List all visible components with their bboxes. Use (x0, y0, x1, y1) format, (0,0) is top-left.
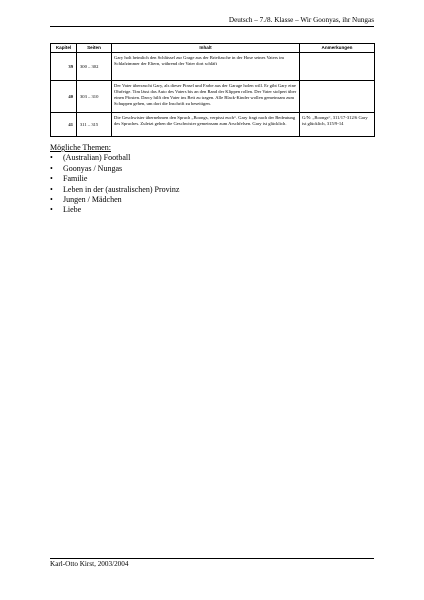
bullet-icon: • (50, 174, 53, 184)
bullet-icon: • (50, 163, 53, 173)
bullet-icon: • (50, 184, 53, 194)
theme-label: Goonyas / Nungas (63, 163, 123, 173)
table-row (51, 53, 375, 81)
list-item (50, 195, 179, 205)
seiten-cell: 311 – 315 (77, 113, 112, 137)
table-row (51, 113, 375, 137)
theme-label: Liebe (63, 205, 82, 215)
kapitel-cell: 40 (51, 81, 77, 113)
column-header-kapitel: Kapitel (51, 44, 77, 53)
bullet-icon: • (50, 195, 53, 205)
kapitel-cell: 39 (51, 53, 77, 81)
bullet-icon: • (50, 153, 53, 163)
table-header-row (51, 44, 375, 53)
seiten-cell: 303 – 310 (77, 81, 112, 113)
column-header-anmerkungen: Anmerkungen (300, 44, 375, 53)
inhalt-cell: Gary holt heimlich den Schlüssel zur Grage aus der Brieftasche in der Hose seines Vaters im Schlafzimmer der Eltern, während der Vater dort schläft (112, 53, 300, 81)
theme-label: Familie (63, 174, 88, 184)
table-row (51, 81, 375, 113)
list-item (50, 174, 179, 184)
inhalt-cell: Die Geschwister übernehmen den Spruch „Boongs, verpisst euch“. Gary fragt nach der Bedeutung des Spruches. Zuletzt gehen die Geschwister gemeinsam zum Arschfelsen. Gary ist glücklich. (112, 113, 300, 137)
theme-label: Leben in der (australischen) Provinz (63, 184, 180, 194)
list-item (50, 205, 179, 215)
page-footer: Karl-Otto Kirst, 2003/2004 (50, 558, 374, 568)
page-header: Deutsch – 7./8. Klasse – Wir Goonyas, ihr Nungas (50, 16, 374, 27)
list-item (50, 164, 179, 174)
themes-title: Mögliche Themen: (50, 143, 111, 152)
column-header-seiten: Seiten (77, 44, 112, 53)
list-item (50, 185, 179, 195)
themes-section (50, 143, 179, 216)
chapter-table (50, 43, 375, 137)
theme-label: (Australian) Football (63, 153, 131, 163)
column-header-inhalt: Inhalt (112, 44, 300, 53)
seiten-cell: 300 – 302 (77, 53, 112, 81)
kapitel-cell: 41 (51, 113, 77, 137)
anmerkungen-cell (300, 81, 375, 113)
theme-label: Jungen / Mädchen (63, 195, 122, 205)
anmerkungen-cell: G/N: „Boongs“, 311/17-312/6 Gary ist glücklich, 315/9-14 (300, 113, 375, 137)
anmerkungen-cell (300, 53, 375, 81)
bullet-icon: • (50, 205, 53, 215)
inhalt-cell: Der Vater überrascht Gary, als dieser Pinsel und Farbe aus der Garage holen will. Er gibt Gary eine Ohrfeige. Tim lässt das Auto des Vaters bis an den Rand der Klippen rollen. Der Vater stolpert über einen Pfosten. Darcy hilft den Vater ins Bett zu tragen. Alle Black-Kinder wollen gemeinsam zum Schuppen gehen, um dort die Inschrift zu beseitigen. (112, 81, 300, 113)
list-item (50, 153, 179, 163)
themes-list (50, 153, 179, 215)
